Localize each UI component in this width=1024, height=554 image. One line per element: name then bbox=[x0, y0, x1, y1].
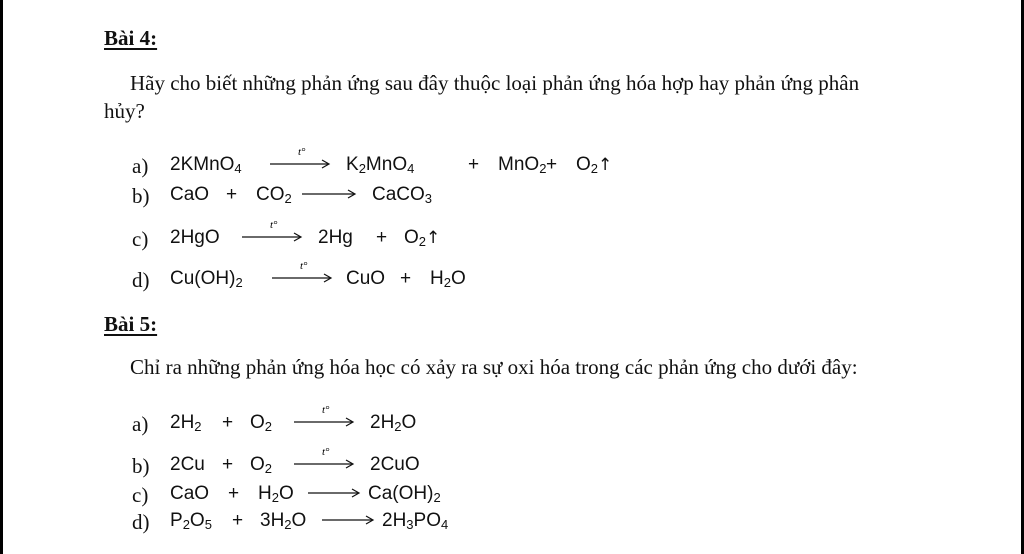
product: 2Hg bbox=[318, 227, 353, 248]
svg-text:t°: t° bbox=[300, 260, 308, 272]
reactant: 2Cu bbox=[170, 454, 205, 475]
reactant: $Cu(OH)_2$ bbox=[170, 268, 243, 290]
reactant: 2KMnO$_4$ bbox=[170, 154, 242, 176]
arrow-icon bbox=[300, 174, 358, 210]
product: $O_2↑$ bbox=[404, 227, 441, 249]
plus-sign: + bbox=[226, 184, 238, 205]
product: $2H_2O$ bbox=[370, 412, 417, 434]
left-border bbox=[0, 0, 3, 554]
product: $H_2O$ bbox=[430, 268, 466, 290]
svg-text:t°: t° bbox=[298, 146, 306, 158]
reactant: $P_2O_5$ bbox=[170, 510, 212, 532]
heat-arrow-icon bbox=[240, 217, 304, 253]
reactant: $H_2O$ bbox=[258, 483, 294, 505]
bai5-question: Chỉ ra những phản ứng hóa học có xảy ra sự oxi hóa trong các phản ứng cho dưới đây: bbox=[130, 355, 858, 379]
bai5-heading: Bài 5: bbox=[104, 312, 158, 336]
plus-sign: + bbox=[400, 268, 412, 289]
gas-up-arrow-icon: ↑ bbox=[598, 155, 613, 175]
svg-text:t°: t° bbox=[270, 219, 278, 231]
plus-sign: + bbox=[232, 510, 244, 531]
arrow-icon bbox=[320, 500, 376, 536]
product: $O_2↑$ bbox=[576, 154, 613, 176]
gas-up-arrow-icon: ↑ bbox=[426, 228, 441, 248]
bai4-heading: Bài 4: bbox=[104, 26, 158, 50]
reaction-letter: d) bbox=[132, 510, 150, 534]
reactant: $O_2$ bbox=[250, 454, 273, 476]
reaction-letter: b) bbox=[132, 184, 150, 208]
reaction-letter: d) bbox=[132, 268, 150, 292]
reaction-letter: c) bbox=[132, 227, 149, 251]
plus-sign: + bbox=[468, 154, 480, 175]
plus-sign: + bbox=[546, 154, 558, 175]
product: $Ca(OH)_2$ bbox=[368, 483, 441, 505]
reaction-letter: b) bbox=[132, 454, 150, 478]
reactant: $2H_2$ bbox=[170, 412, 202, 434]
plus-sign: + bbox=[222, 412, 234, 433]
plus-sign: + bbox=[222, 454, 234, 475]
plus-sign: + bbox=[228, 483, 240, 504]
product: CaCO$_3$ bbox=[372, 184, 433, 206]
reactant: $3H_2O$ bbox=[260, 510, 307, 532]
svg-text:t°: t° bbox=[322, 404, 330, 416]
reaction-letter: c) bbox=[132, 483, 149, 507]
svg-text:t°: t° bbox=[322, 446, 330, 458]
bai4-question-line1: Hãy cho biết những phản ứng sau đây thuộc loại phản ứng hóa hợp hay phản ứng phân bbox=[130, 71, 860, 95]
reaction-letter: a) bbox=[132, 154, 149, 178]
reactant: CaO bbox=[170, 184, 210, 205]
product: 2CuO bbox=[370, 454, 420, 475]
reaction-letter: a) bbox=[132, 412, 149, 436]
product: MnO$_2$ bbox=[498, 154, 547, 176]
reactant: CaO bbox=[170, 483, 210, 504]
product: $K_2MnO_4$ bbox=[346, 154, 415, 176]
bai4-question-line2: hủy? bbox=[104, 99, 145, 123]
product: $2H_3PO_4$ bbox=[382, 510, 449, 532]
product: CuO bbox=[346, 268, 386, 289]
reactant: 2HgO bbox=[170, 227, 220, 248]
heat-arrow-icon bbox=[292, 402, 356, 438]
plus-sign: + bbox=[376, 227, 388, 248]
reactant: $CO_2$ bbox=[256, 184, 292, 206]
reactant: $O_2$ bbox=[250, 412, 273, 434]
heat-arrow-icon bbox=[270, 258, 334, 294]
